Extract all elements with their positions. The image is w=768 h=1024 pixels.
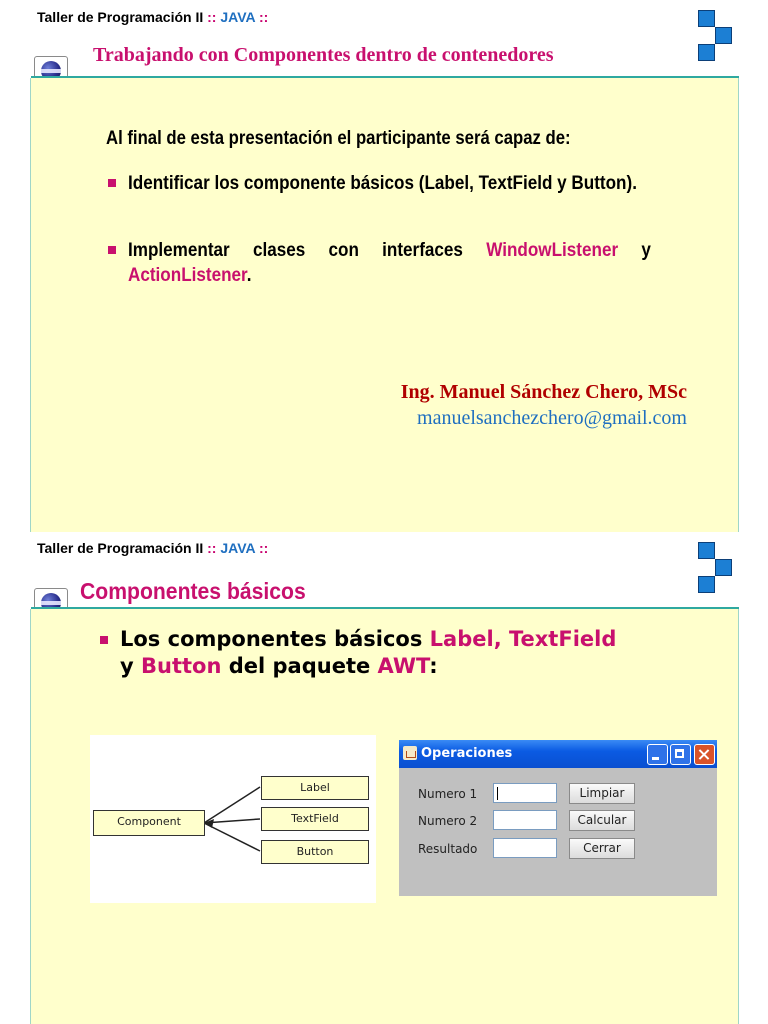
diagram-node-textfield: TextField bbox=[261, 807, 369, 831]
diagram-node-component: Component bbox=[93, 810, 205, 836]
objective-text-part: y bbox=[618, 240, 651, 261]
author-name: Ing. Manuel Sánchez Chero, MSc bbox=[400, 381, 687, 403]
cerrar-button[interactable]: Cerrar bbox=[569, 838, 635, 859]
java-cup-icon bbox=[403, 746, 417, 760]
course-name: Taller de Programación II bbox=[37, 9, 204, 25]
slide-2 bbox=[0, 532, 768, 1024]
course-language: JAVA bbox=[220, 540, 256, 556]
operaciones-window bbox=[399, 740, 717, 896]
objective-item bbox=[128, 238, 651, 288]
objective-text: Identificar los componente básicos (Label, TextField y Button). bbox=[128, 173, 637, 194]
course-separator: :: bbox=[259, 9, 269, 25]
author-email: manuelsanchezchero@gmail.com bbox=[417, 407, 687, 429]
blocks-logo-icon bbox=[698, 542, 734, 594]
bullet-text: : bbox=[429, 654, 438, 678]
highlight-windowlistener: WindowListener bbox=[486, 240, 619, 261]
close-icon[interactable] bbox=[694, 744, 715, 765]
square-bullet-icon bbox=[108, 246, 116, 254]
objective-text-part: . bbox=[246, 265, 252, 286]
course-header bbox=[37, 540, 268, 556]
calcular-button[interactable]: Calcular bbox=[569, 810, 635, 831]
numero1-label: Numero 1 bbox=[418, 787, 478, 801]
highlight-label-textfield: Label, TextField bbox=[429, 627, 617, 651]
bullet-line-2 bbox=[120, 654, 438, 678]
slide-title: Componentes básicos bbox=[80, 578, 306, 604]
diagram-node-label: Label bbox=[261, 776, 369, 800]
course-name: Taller de Programación II bbox=[37, 540, 204, 556]
square-bullet-icon bbox=[108, 179, 116, 187]
resultado-field[interactable] bbox=[493, 838, 557, 858]
window-titlebar[interactable] bbox=[399, 740, 717, 768]
highlight-actionlistener: ActionListener bbox=[128, 265, 247, 286]
bullet-line-1 bbox=[120, 627, 616, 651]
course-language: JAVA bbox=[220, 9, 256, 25]
limpiar-button[interactable]: Limpiar bbox=[569, 783, 635, 804]
intro-text: Al final de esta presentación el participante será capaz de: bbox=[106, 128, 571, 149]
bullet-text: Los componentes básicos bbox=[120, 627, 430, 651]
course-separator: :: bbox=[207, 9, 217, 25]
highlight-awt: AWT bbox=[377, 654, 430, 678]
square-bullet-icon bbox=[100, 636, 108, 644]
bullet-text: y bbox=[120, 654, 141, 678]
numero1-field[interactable] bbox=[493, 783, 557, 803]
numero2-field[interactable] bbox=[493, 810, 557, 830]
course-header bbox=[37, 9, 268, 25]
blocks-logo-icon bbox=[698, 10, 734, 62]
maximize-icon[interactable] bbox=[670, 744, 691, 765]
course-separator: :: bbox=[207, 540, 217, 556]
course-separator: :: bbox=[259, 540, 269, 556]
bullet-text: del paquete bbox=[221, 654, 378, 678]
objective-item bbox=[128, 171, 651, 196]
window-title: Operaciones bbox=[421, 746, 513, 761]
minimize-icon[interactable] bbox=[647, 744, 668, 765]
component-hierarchy-diagram bbox=[90, 735, 376, 903]
objective-text-part: Implementar clases con interfaces bbox=[128, 240, 487, 261]
objective-text bbox=[128, 238, 651, 288]
slide-title: Trabajando con Componentes dentro de contenedores bbox=[93, 44, 554, 66]
diagram-node-button: Button bbox=[261, 840, 369, 864]
highlight-button: Button bbox=[141, 654, 222, 678]
numero2-label: Numero 2 bbox=[418, 814, 478, 828]
resultado-label: Resultado bbox=[418, 842, 478, 856]
